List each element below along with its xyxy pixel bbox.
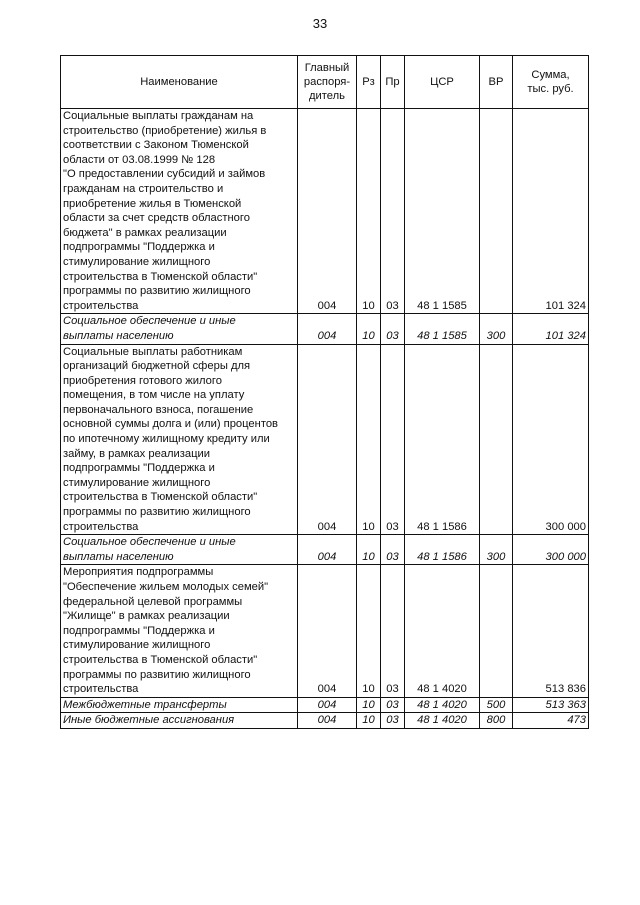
row-amount: 300 000 [513,344,589,535]
row-section: 10 [357,535,381,565]
row-target-article: 48 1 1585 [405,109,480,314]
row-section: 10 [357,344,381,535]
row-expense-type [480,565,513,697]
table-row [61,713,589,729]
row-section: 10 [357,314,381,344]
header-expense-type: ВР [480,56,513,109]
row-name: Иные бюджетные ассигнования [61,713,298,729]
table-row [61,314,589,344]
row-target-article: 48 1 4020 [405,697,480,713]
row-amount: 473 [513,713,589,729]
row-target-article: 48 1 4020 [405,713,480,729]
row-name: Социальные выплаты работникам организаций бюджетной сферы для приобретения готового жилого помещения, в том числе на уплату первоначального взноса, погашение основной суммы долга и (или) процентов по ипотечному жилищному кредиту или займу, в рамках реализации подпрограммы "Поддержка и стимулирование жилищного строительства в Тюменской области" программы по развитию жилищного строительства [61,344,298,535]
row-target-article: 48 1 1586 [405,535,480,565]
row-name: Социальное обеспечение и иные выплаты населению [61,535,298,565]
row-name: Социальное обеспечение и иные выплаты населению [61,314,298,344]
row-target-article: 48 1 4020 [405,565,480,697]
row-section: 10 [357,109,381,314]
row-expense-type [480,344,513,535]
table-row [61,535,589,565]
header-chief-manager: Главный распоря- дитель [298,56,357,109]
row-subsection: 03 [381,535,405,565]
header-section: Рз [357,56,381,109]
page-number: 33 [312,16,328,31]
budget-table [60,55,589,729]
row-expense-type: 300 [480,535,513,565]
row-subsection: 03 [381,713,405,729]
row-subsection: 03 [381,314,405,344]
row-chief-manager: 004 [298,314,357,344]
row-chief-manager: 004 [298,565,357,697]
row-name: Социальные выплаты гражданам на строительство (приобретение) жилья в соответствии с Законом Тюменской области от 03.08.1999 № 128 "О предоставлении субсидий и займов гражданам на строительство и приобретение жилья в Тюменской области за счет средств областного бюджета" в рамках реализации подпрограммы "Поддержка и стимулирование жилищного строительства в Тюменской области" программы по развитию жилищного строительства [61,109,298,314]
row-section: 10 [357,565,381,697]
table-header [61,56,589,109]
header-name: Наименование [61,56,298,109]
row-target-article: 48 1 1586 [405,344,480,535]
table-row [61,697,589,713]
row-chief-manager: 004 [298,344,357,535]
row-amount: 513 836 [513,565,589,697]
row-chief-manager: 004 [298,697,357,713]
row-chief-manager: 004 [298,109,357,314]
header-subsection: Пр [381,56,405,109]
row-section: 10 [357,697,381,713]
row-subsection: 03 [381,565,405,697]
header-row [61,56,589,109]
row-amount: 300 000 [513,535,589,565]
row-expense-type: 500 [480,697,513,713]
row-expense-type [480,109,513,314]
row-chief-manager: 004 [298,535,357,565]
row-subsection: 03 [381,344,405,535]
row-section: 10 [357,713,381,729]
row-subsection: 03 [381,697,405,713]
table-row [61,344,589,535]
row-chief-manager: 004 [298,713,357,729]
table-row [61,109,589,314]
row-subsection: 03 [381,109,405,314]
header-target-article: ЦСР [405,56,480,109]
row-name: Мероприятия подпрограммы "Обеспечение жильем молодых семей" федеральной целевой программы "Жилище" в рамках реализации подпрограммы "Поддержка и стимулирование жилищного строительства в Тюменской области" программы по развитию жилищного строительства [61,565,298,697]
table-row [61,565,589,697]
row-amount: 101 324 [513,314,589,344]
row-target-article: 48 1 1585 [405,314,480,344]
row-name: Межбюджетные трансферты [61,697,298,713]
row-expense-type: 800 [480,713,513,729]
row-expense-type: 300 [480,314,513,344]
row-amount: 513 363 [513,697,589,713]
row-amount: 101 324 [513,109,589,314]
header-amount: Сумма, тыс. руб. [513,56,589,109]
